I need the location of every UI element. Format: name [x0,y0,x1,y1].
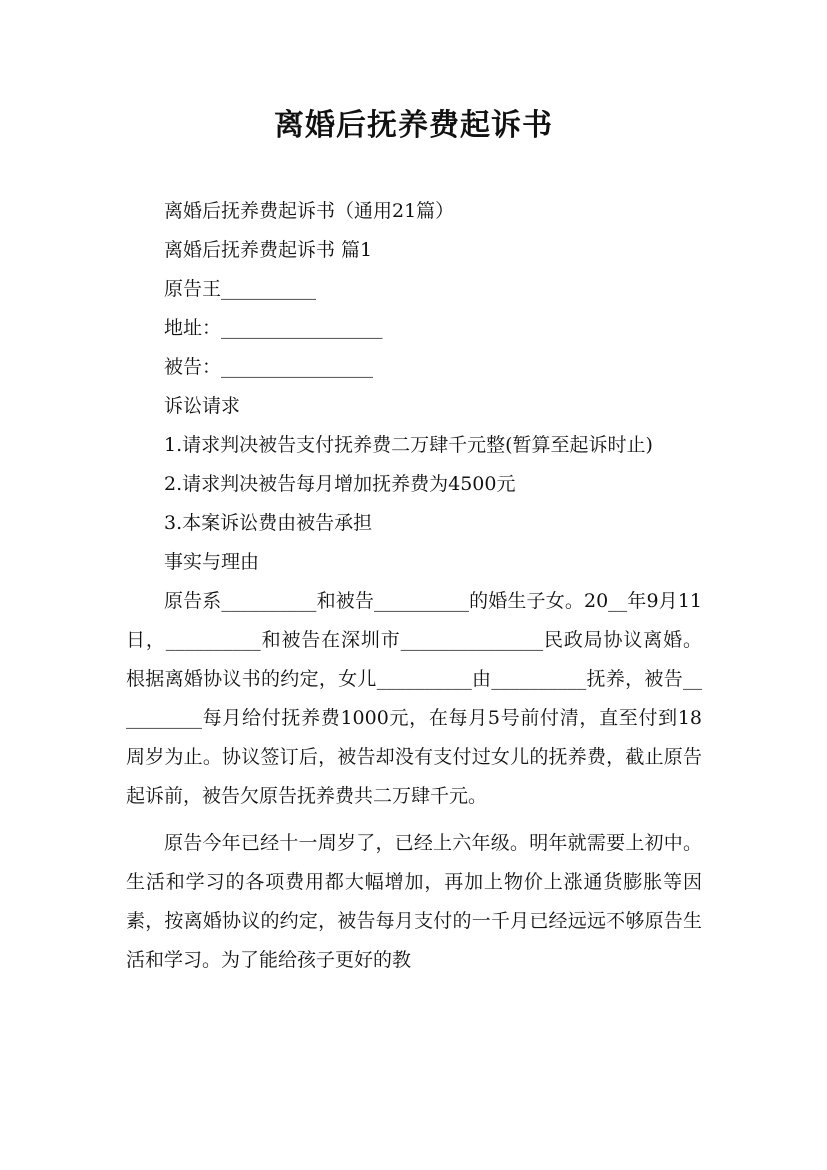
paragraph-claims-heading: 诉讼请求 [164,395,241,417]
paragraph-plaintiff: 原告王__________ [164,278,317,300]
paragraph-facts-1: 原告系__________和被告__________的婚生子女。20__年9月11日，__________和被告在深圳市_______________民政局协议离婚。根据离婚协议书的约定，女儿__________由__________抚养，被告__________每月给付抚养费1000元，在每月5号前付清，直至付到18周岁为止。协议签订后，被告却没有支付过女儿的抚养费，截止原告起诉前，被告欠原告抚养费共二万肆千元。 [126,590,702,807]
paragraph-claim-1: 1.请求判决被告支付抚养费二万肆千元整(暂算至起诉时止) [164,434,653,456]
paragraph-facts-heading: 事实与理由 [164,551,260,573]
paragraph-address: 地址：_________________ [164,317,383,339]
paragraph-section-title: 离婚后抚养费起诉书 篇1 [164,239,373,261]
paragraph-defendant: 被告：________________ [164,356,374,378]
paragraph-claim-2: 2.请求判决被告每月增加抚养费为4500元 [164,473,516,495]
document-title: 离婚后抚养费起诉书 [274,108,553,143]
paragraph-facts-2: 原告今年已经十一周岁了，已经上六年级。明年就需要上初中。生活和学习的各项费用都大幅增加，再加上物价上涨通货膨胀等因素，按离婚协议的约定，被告每月支付的一千月已经远远不够原告生活和学习。为了能给孩子更好的教 [126,832,702,971]
paragraph-claim-3: 3.本案诉讼费由被告承担 [164,512,373,534]
document-body [126,192,702,980]
paragraph-heading: 离婚后抚养费起诉书（通用21篇） [164,200,455,222]
